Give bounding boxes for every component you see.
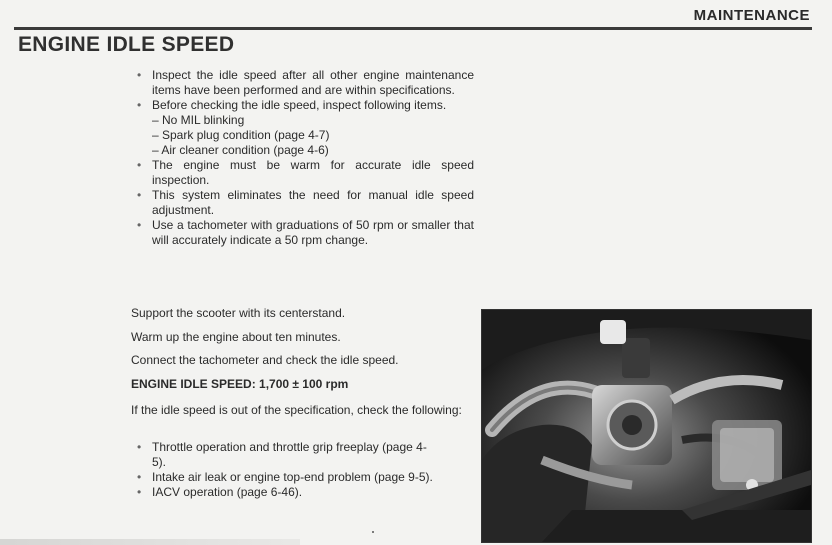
bottom-edge-shadow — [0, 539, 300, 545]
step-warmup: Warm up the engine about ten minutes. — [131, 330, 341, 344]
check-item: • IACV operation (page 6-46). — [134, 485, 434, 500]
check-intro: If the idle speed is out of the specification, check the following: — [131, 403, 462, 417]
note-text: Before checking the idle speed, inspect following items. — [152, 98, 447, 112]
note-text: The engine must be warm for accurate idle speed inspection. — [152, 158, 474, 187]
note-item — [134, 68, 474, 98]
check-item: • Intake air leak or engine top-end problem (page 9-5). — [134, 470, 434, 485]
note-sub-item: – No MIL blinking — [152, 113, 245, 127]
page-title: ENGINE IDLE SPEED — [18, 33, 235, 56]
check-item: • Throttle operation and throttle grip freeplay (page 4-5). — [134, 440, 434, 470]
step-connect: Connect the tachometer and check the idle speed. — [131, 353, 399, 367]
note-sub-list — [152, 113, 474, 158]
note-item — [134, 158, 474, 188]
idle-speed-spec: ENGINE IDLE SPEED: 1,700 ± 100 rpm — [131, 377, 349, 391]
section-header: MAINTENANCE — [693, 7, 810, 24]
note-sub-item: – Spark plug condition (page 4-7) — [152, 128, 330, 142]
stray-dot — [372, 531, 374, 533]
notes-list — [134, 68, 474, 248]
note-text: Use a tachometer with graduations of 50 rpm or smaller that will accurately indicate a 50 rpm change. — [152, 218, 474, 247]
note-item — [134, 98, 474, 158]
engine-photo — [481, 309, 812, 543]
note-text: Inspect the idle speed after all other engine maintenance items have been performed and are within specifications. — [152, 68, 474, 97]
checks-list — [134, 440, 434, 500]
note-text: This system eliminates the need for manual idle speed adjustment. — [152, 188, 474, 217]
header-rule — [14, 27, 812, 30]
step-support: Support the scooter with its centerstand. — [131, 306, 346, 320]
engine-photo-image — [482, 310, 811, 542]
note-item — [134, 188, 474, 218]
note-item — [134, 218, 474, 248]
note-sub-item: – Air cleaner condition (page 4-6) — [152, 143, 329, 157]
